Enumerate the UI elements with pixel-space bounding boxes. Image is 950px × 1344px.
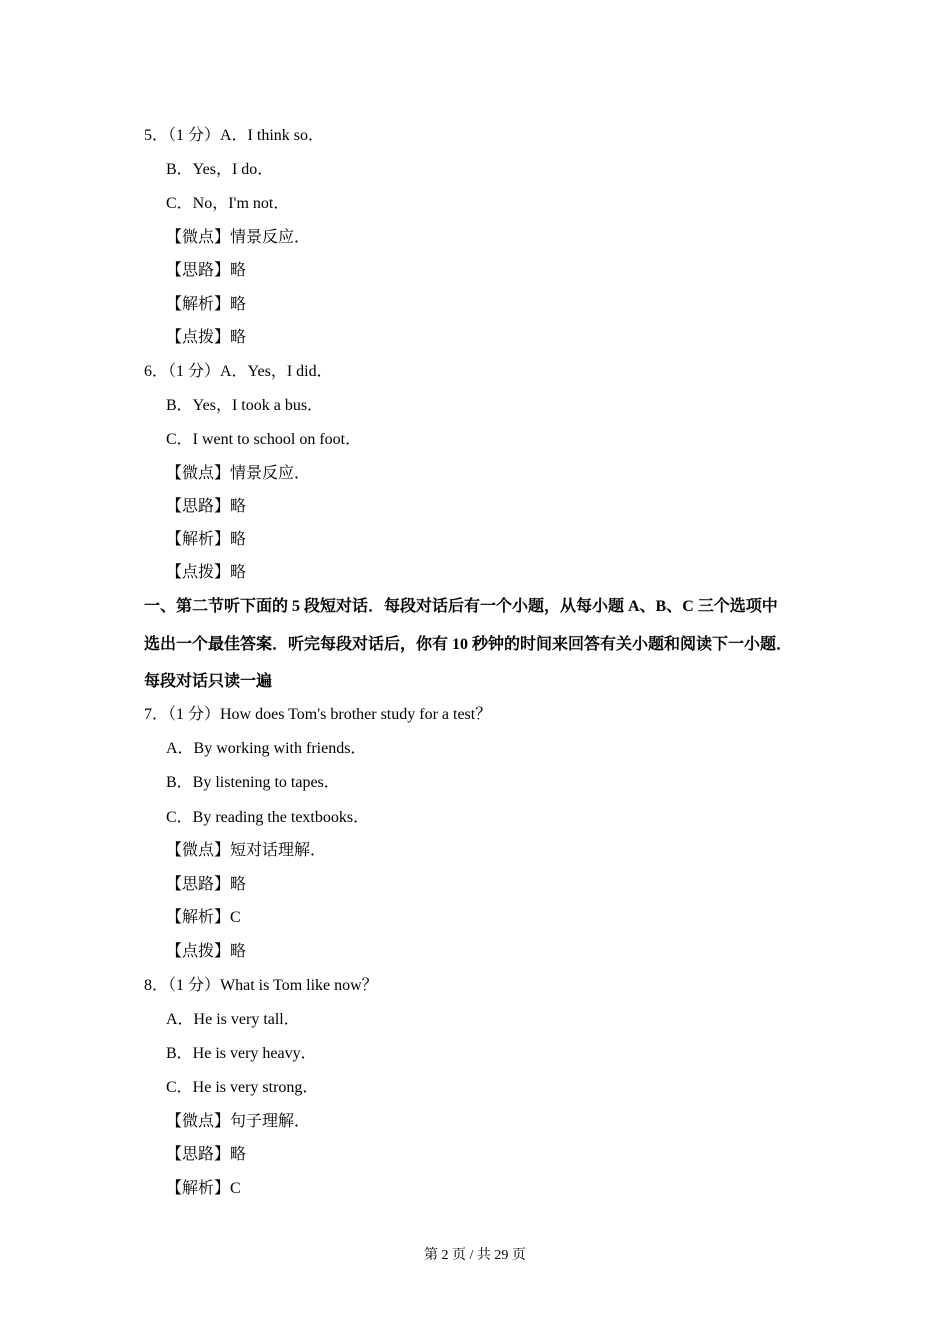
question-6-option-b: B．Yes，I took a bus． (166, 397, 324, 414)
question-5-weidian: 【微点】情景反应． (166, 229, 311, 246)
question-6-option-c: C．I went to school on foot． (166, 431, 362, 448)
question-7-jiexi: 【解析】C (166, 909, 241, 926)
question-7-weidian: 【微点】短对话理解． (166, 842, 327, 859)
question-6-stem: 6．（1 分）A．Yes，I did． (144, 363, 333, 380)
question-8-option-a: A．He is very tall． (166, 1011, 300, 1028)
question-7-dianbo: 【点拨】略 (166, 943, 247, 960)
question-5-stem: 5．（1 分）A．I think so． (144, 127, 325, 144)
question-5-option-c: C．No，I'm not． (166, 195, 290, 212)
question-7-silu: 【思路】略 (166, 876, 247, 893)
section-heading-line-1: 一、第二节听下面的 5 段短对话．每段对话后有一个小题，从每小题 A、B、C 三个选项中 (144, 598, 778, 615)
question-7-option-c: C．By reading the textbooks． (166, 809, 370, 826)
page-number-footer: 第 2 页 / 共 29 页 (424, 1248, 526, 1263)
question-5-jiexi: 【解析】略 (166, 296, 247, 313)
question-5-silu: 【思路】略 (166, 262, 247, 279)
question-5-dianbo: 【点拨】略 (166, 329, 247, 346)
section-heading-line-3: 每段对话只读一遍 (144, 673, 273, 690)
question-8-stem: 8．（1 分）What is Tom like now？ (144, 977, 378, 994)
question-7-option-b: B．By listening to tapes． (166, 774, 340, 791)
question-6-jiexi: 【解析】略 (166, 531, 247, 548)
question-8-silu: 【思路】略 (166, 1146, 247, 1163)
question-7-stem: 7．（1 分）How does Tom's brother study for a test？ (144, 706, 492, 723)
section-heading-line-2: 选出一个最佳答案．听完每段对话后，你有 10 秒钟的时间来回答有关小题和阅读下一小题． (144, 636, 793, 653)
question-8-jiexi: 【解析】C (166, 1180, 241, 1197)
question-6-silu: 【思路】略 (166, 498, 247, 515)
question-5-option-b: B．Yes，I do． (166, 161, 274, 178)
question-6-dianbo: 【点拨】略 (166, 564, 247, 581)
question-8-weidian: 【微点】句子理解． (166, 1113, 311, 1130)
question-8-option-b: B．He is very heavy． (166, 1045, 317, 1062)
question-8-option-c: C．He is very strong． (166, 1079, 319, 1096)
question-7-option-a: A．By working with friends． (166, 740, 367, 757)
question-6-weidian: 【微点】情景反应． (166, 465, 311, 482)
